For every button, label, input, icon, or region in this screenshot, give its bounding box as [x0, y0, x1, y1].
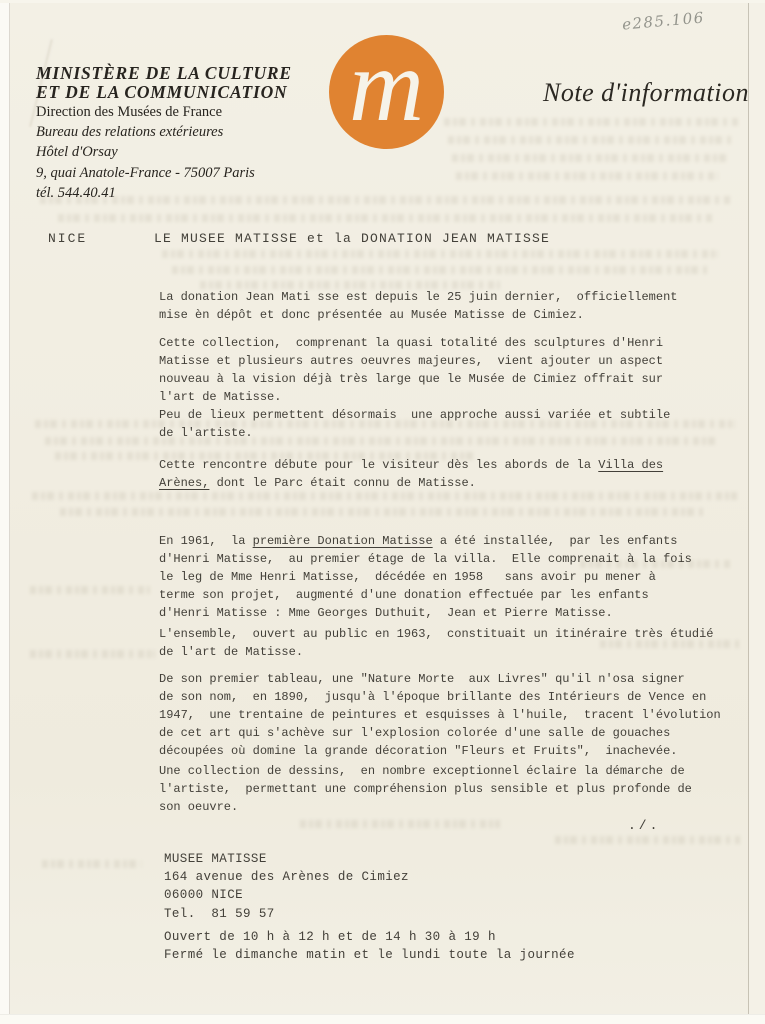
text-segment: mise èn dépôt et donc présentée au Musée Matisse de Cimiez.	[159, 308, 584, 322]
text-segment: de cet art qui s'achève sur l'explosion colorée d'une salle de gouaches	[159, 726, 671, 740]
letterhead-bureau: Bureau des relations extérieures	[36, 124, 224, 141]
body-paragraph	[159, 334, 663, 406]
museum-hours-open: Ouvert de 10 h à 12 h et de 14 h 30 à 19 h	[164, 930, 496, 944]
typed-line	[159, 643, 714, 661]
underlined-text: Arènes,	[159, 476, 210, 490]
typed-line	[159, 625, 714, 643]
text-segment: l'art de Matisse.	[159, 390, 282, 404]
typed-line	[159, 798, 692, 816]
typed-line	[159, 532, 692, 550]
body-paragraph	[159, 288, 677, 324]
text-segment: de l'art de Matisse.	[159, 645, 304, 659]
text-segment: de l'artiste.	[159, 426, 253, 440]
typed-line	[159, 688, 721, 706]
museum-phone: Tel. 81 59 57	[164, 907, 275, 921]
typed-line	[159, 780, 692, 798]
typed-line	[159, 370, 663, 388]
text-segment: Une collection de dessins, en nombre exceptionnel éclaire la démarche de	[159, 764, 685, 778]
typed-line	[159, 604, 692, 622]
body-paragraph	[159, 406, 670, 442]
text-segment: 1947, une trentaine de peintures et esquisses à l'huile, tracent l'évolution	[159, 708, 721, 722]
typed-line	[159, 406, 670, 424]
typed-line	[159, 724, 721, 742]
text-segment: La donation Jean Mati sse est depuis le 25 juin dernier, officiellement	[159, 290, 678, 304]
museum-address-city: 06000 NICE	[164, 888, 244, 902]
text-segment: de son nom, en 1890, jusqu'à l'époque brillante des Intérieurs de Vence en	[159, 690, 707, 704]
underlined-text: première Donation Matisse	[252, 534, 433, 548]
ministry-name-line1: MINISTÈRE DE LA CULTURE	[36, 63, 292, 83]
document-type-heading: Note d'information	[543, 78, 749, 107]
typed-line	[159, 456, 663, 474]
body-paragraph	[159, 625, 714, 661]
typed-line	[159, 670, 721, 688]
handwritten-reference-number: e285.106	[621, 8, 706, 34]
museum-address-street: 164 avenue des Arènes de Cimiez	[164, 870, 409, 884]
typed-line	[159, 424, 670, 442]
text-segment: d'Henri Matisse, au premier étage de la villa. Elle comprenait à la fois	[159, 552, 692, 566]
letterhead-building: Hôtel d'Orsay	[36, 144, 118, 161]
typed-line	[159, 550, 692, 568]
text-segment: dont le Parc était connu de Matisse.	[209, 476, 476, 490]
text-segment: le leg de Mme Henri Matisse, décédée en 1958 sans avoir pu mener à	[159, 570, 656, 584]
logo-m-letter: m	[348, 28, 425, 143]
typed-line	[159, 352, 663, 370]
typed-line	[159, 334, 663, 352]
text-segment: a été installée, par les enfants	[432, 534, 678, 548]
text-segment: L'ensemble, ouvert au public en 1963, constituait un itinéraire très étudié	[159, 627, 714, 641]
typed-line	[159, 586, 692, 604]
typed-line	[159, 568, 692, 586]
body-paragraph	[159, 532, 692, 622]
letterhead-address: 9, quai Anatole-France - 75007 Paris	[36, 164, 255, 181]
museum-hours-closed: Fermé le dimanche matin et le lundi toute la journée	[164, 948, 575, 962]
body-paragraph	[159, 762, 692, 816]
ministry-name-line2: ET DE LA COMMUNICATION	[36, 81, 288, 102]
typed-line	[159, 288, 677, 306]
text-segment: son oeuvre.	[159, 800, 239, 814]
letterhead-phone: tél. 544.40.41	[36, 184, 116, 201]
continuation-mark: ./.	[628, 818, 661, 833]
typed-line	[159, 762, 692, 780]
text-segment: De son premier tableau, une "Nature Morte aux Livres" qu'il n'osa signer	[159, 672, 685, 686]
typed-line	[159, 388, 663, 406]
text-segment: En 1961, la	[159, 534, 253, 548]
text-segment: Cette rencontre débute pour le visiteur dès les abords de la	[159, 458, 599, 472]
letterhead-direction: Direction des Musées de France	[36, 104, 223, 120]
text-segment: Cette collection, comprenant la quasi totalité des sculptures d'Henri	[159, 336, 664, 350]
body-paragraph	[159, 456, 663, 492]
text-segment: Matisse et plusieurs autres oeuvres majeures, vient ajouter un aspect	[159, 354, 664, 368]
text-segment: terme son projet, augmenté d'une donation effectuée par les enfants	[159, 588, 649, 602]
text-segment: nouveau à la vision déjà très large que le Musée de Cimiez offrait sur	[159, 372, 664, 386]
typed-line	[159, 742, 721, 760]
text-segment: découpées où domine la grande décoration "Fleurs et Fruits", inachevée.	[159, 744, 678, 758]
typed-line	[159, 706, 721, 724]
text-segment: d'Henri Matisse : Mme Georges Duthuit, Jean et Pierre Matisse.	[159, 606, 613, 620]
typed-line	[159, 474, 663, 492]
body-paragraph	[159, 670, 721, 760]
title-city: NICE	[48, 231, 88, 246]
text-segment: l'artiste, permettant une compréhension plus sensible et plus profonde de	[159, 782, 692, 796]
typed-line	[159, 306, 677, 324]
title-subject: LE MUSEE MATISSE et la DONATION JEAN MATISSE	[154, 231, 551, 246]
museum-name: MUSEE MATISSE	[164, 852, 267, 866]
underlined-text: Villa des	[598, 458, 664, 472]
text-segment: Peu de lieux permettent désormais une approche aussi variée et subtile	[159, 408, 671, 422]
